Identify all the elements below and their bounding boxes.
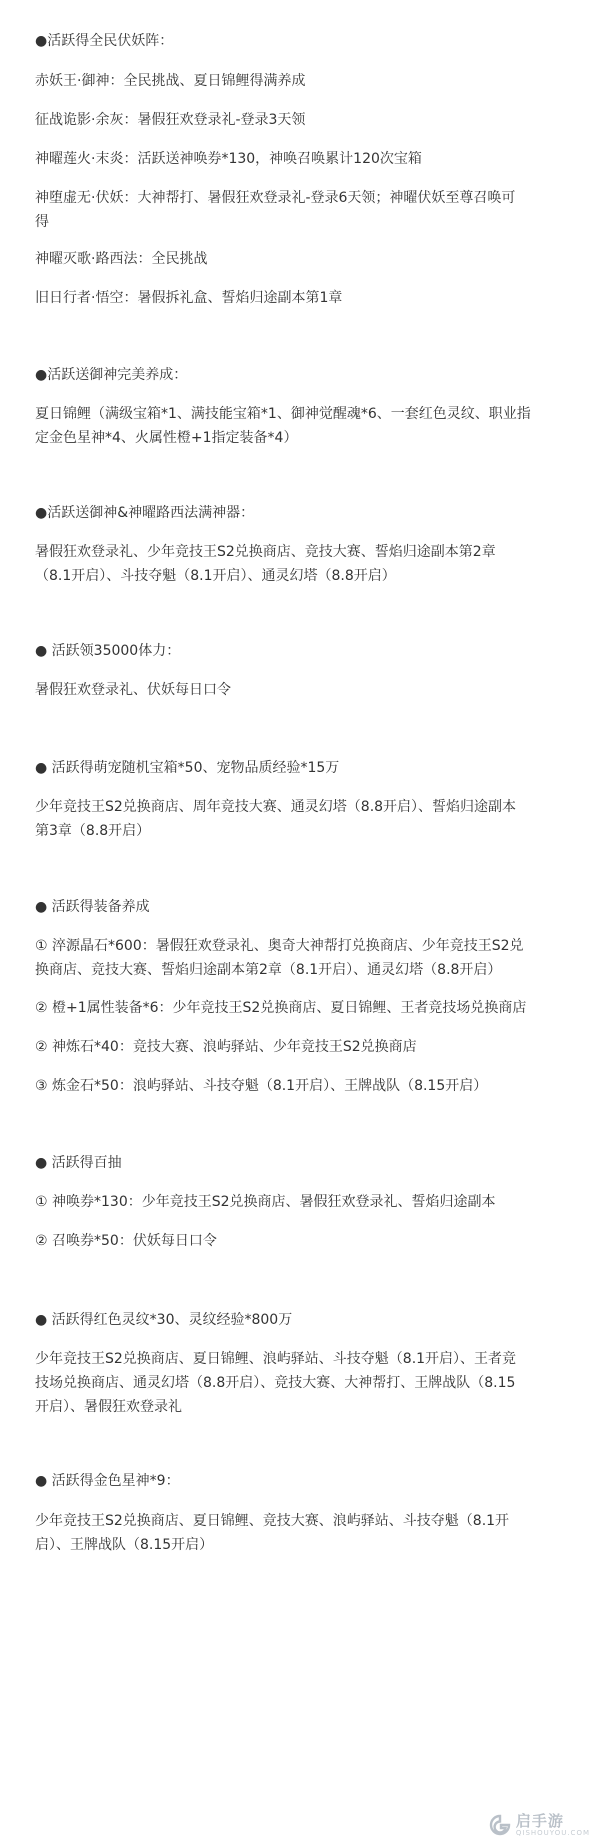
section-heading: ● 活跃得萌宠随机宝箱*50、宠物品质经验*15万 [35,760,340,776]
section-item: 神曜莲火·末炎：活跃送神唤券*130，神唤召唤累计120次宝箱 [35,151,422,167]
section-item: ③ 炼金石*50：浪屿驿站、斗技夺魁（8.1开启）、王牌战队（8.15开启） [35,1078,488,1094]
section-heading: ●活跃送御神完美养成： [35,367,188,383]
section-item: ② 橙+1属性装备*6：少年竞技王S2兑换商店、夏日锦鲤、王者竞技场兑换商店 [35,1000,527,1016]
section-item-line: 启）、王牌战队（8.15开启） [35,1537,214,1553]
section-item-line: （8.1开启）、斗技夺魁（8.1开启）、通灵幻塔（8.8开启） [35,568,396,584]
section-item: ② 神炼石*40：竞技大赛、浪屿驿站、少年竞技王S2兑换商店 [35,1039,417,1055]
watermark [488,1813,590,1837]
section-item: ② 召唤券*50：伏妖每日口令 [35,1233,217,1249]
section-item: 赤妖王·御神：全民挑战、夏日锦鲤得满养成 [35,73,306,89]
section-item-line: ① 淬源晶石*600：暑假狂欢登录礼、奥奇大神帮打兑换商店、少年竞技王S2兑 [35,938,524,954]
section-item: ① 神唤券*130：少年竞技王S2兑换商店、暑假狂欢登录礼、誓焰归途副本 [35,1194,496,1210]
section-item-line: 技场兑换商店、通灵幻塔（8.8开启）、竞技大赛、大神帮打、王牌战队（8.15 [35,1375,516,1391]
section-item-line: 第3章（8.8开启） [35,823,151,839]
section-item-line: 夏日锦鲤（满级宝箱*1、满技能宝箱*1、御神觉醒魂*6、一套红色灵纹、职业指 [35,406,531,422]
section-heading: ● 活跃得装备养成 [35,899,150,915]
section-item-line: 少年竞技王S2兑换商店、夏日锦鲤、竞技大赛、浪屿驿站、斗技夺魁（8.1开 [35,1513,510,1529]
watermark-text: 启手游 [515,1812,564,1830]
watermark-logo-icon [488,1813,512,1837]
section-item-line: 神堕虚无·伏妖：大神帮打、暑假狂欢登录礼-登录6天领；神曜伏妖至尊召唤可 [35,190,516,206]
section-item: 旧日行者·悟空：暑假拆礼盒、誓焰归途副本第1章 [35,290,343,306]
section-heading: ● 活跃得金色星神*9： [35,1473,180,1489]
section-heading: ● 活跃领35000体力： [35,643,181,659]
section-item-line: 少年竞技王S2兑换商店、夏日锦鲤、浪屿驿站、斗技夺魁（8.1开启）、王者竞 [35,1351,517,1367]
section-heading: ●活跃得全民伏妖阵： [35,33,174,49]
section-item-line: 开启）、暑假狂欢登录礼 [35,1399,182,1415]
section-heading: ● 活跃得百抽 [35,1155,122,1171]
section-item: 暑假狂欢登录礼、伏妖每日口令 [35,682,231,698]
section-item-line: 定金色星神*4、火属性橙+1指定装备*4） [35,430,298,446]
section-item-line: 换商店、竞技大赛、誓焰归途副本第2章（8.1开启）、通灵幻塔（8.8开启） [35,962,502,978]
section-heading: ●活跃送御神&神曜路西法满神器： [35,505,255,521]
watermark-subtext: QISHOUYOU.COM [515,1829,590,1837]
section-item-line: 暑假狂欢登录礼、少年竞技王S2兑换商店、竞技大赛、誓焰归途副本第2章 [35,544,496,560]
section-item-line: 少年竞技王S2兑换商店、周年竞技大赛、通灵幻塔（8.8开启）、誓焰归途副本 [35,799,517,815]
section-item-line: 得 [35,214,49,230]
section-item: 神曜灭歌·路西法：全民挑战 [35,251,208,267]
section-item: 征战诡影·余灰：暑假狂欢登录礼-登录3天领 [35,112,306,128]
section-heading: ● 活跃得红色灵纹*30、灵纹经验*800万 [35,1312,293,1328]
